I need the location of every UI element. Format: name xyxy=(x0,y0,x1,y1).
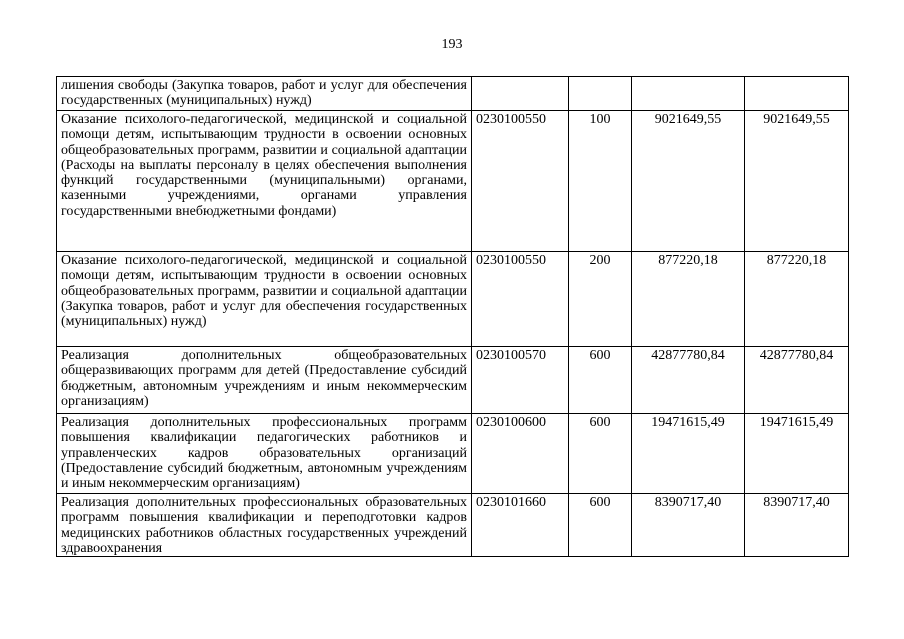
row-description: Реализация дополнительных профессиональных программ повышения квалификации педагогических работников и управленческих кадров образовательных организаций (Предоставление субсидий бюджетным, автономным учреждениям и иным некоммерческим организациям) xyxy=(57,414,472,494)
row-description: Оказание психолого-педагогической, медицинской и социальной помощи детям, испытывающим трудности в освоении основных общеобразовательных программ, развитии и социальной адаптации (Расходы на выплаты персоналу в целях обеспечения выполнения функций государственными (муниципальными) органами, казенными учреждениями, органами управления государственными внебюджетными фондами) xyxy=(57,111,472,252)
target-article-code: 0230101660 xyxy=(472,494,569,557)
table-row xyxy=(57,347,849,414)
target-article-code: 0230100600 xyxy=(472,414,569,494)
amount-cell: 42877780,84 xyxy=(745,347,849,414)
expense-type-code: 600 xyxy=(569,347,632,414)
amount-cell: 8390717,40 xyxy=(632,494,745,557)
target-article-code: 0230100570 xyxy=(472,347,569,414)
amount-cell: 877220,18 xyxy=(632,252,745,347)
expense-type-code: 100 xyxy=(569,111,632,252)
table-row xyxy=(57,252,849,347)
expense-type-code xyxy=(569,77,632,111)
table-row xyxy=(57,77,849,111)
amount-cell: 42877780,84 xyxy=(632,347,745,414)
table-row xyxy=(57,414,849,494)
budget-table xyxy=(56,76,849,557)
expense-type-code: 200 xyxy=(569,252,632,347)
amount-cell: 9021649,55 xyxy=(632,111,745,252)
amount-cell: 19471615,49 xyxy=(745,414,849,494)
row-description: Оказание психолого-педагогической, медицинской и социальной помощи детям, испытывающим трудности в освоении основных общеобразовательных программ, развитии и социальной адаптации (Закупка товаров, работ и услуг для обеспечения государственных (муниципальных) нужд) xyxy=(57,252,472,347)
amount-cell xyxy=(632,77,745,111)
amount-cell: 9021649,55 xyxy=(745,111,849,252)
table-row xyxy=(57,494,849,557)
row-description: лишения свободы (Закупка товаров, работ и услуг для обеспечения государственных (муниципальных) нужд) xyxy=(57,77,472,111)
table-row xyxy=(57,111,849,252)
amount-cell: 19471615,49 xyxy=(632,414,745,494)
expense-type-code: 600 xyxy=(569,494,632,557)
row-description: Реализация дополнительных общеобразовательных общеразвивающих программ для детей (Предоставление субсидий бюджетным, автономным учреждениям и иным некоммерческим организациям) xyxy=(57,347,472,414)
expense-type-code: 600 xyxy=(569,414,632,494)
target-article-code: 0230100550 xyxy=(472,111,569,252)
row-description: Реализация дополнительных профессиональных образовательных программ повышения квалификации и переподготовки кадров медицинских работников областных государственных учреждений здравоохранения xyxy=(57,494,472,557)
target-article-code: 0230100550 xyxy=(472,252,569,347)
target-article-code xyxy=(472,77,569,111)
page-number: 193 xyxy=(441,37,463,52)
amount-cell: 877220,18 xyxy=(745,252,849,347)
amount-cell xyxy=(745,77,849,111)
amount-cell: 8390717,40 xyxy=(745,494,849,557)
